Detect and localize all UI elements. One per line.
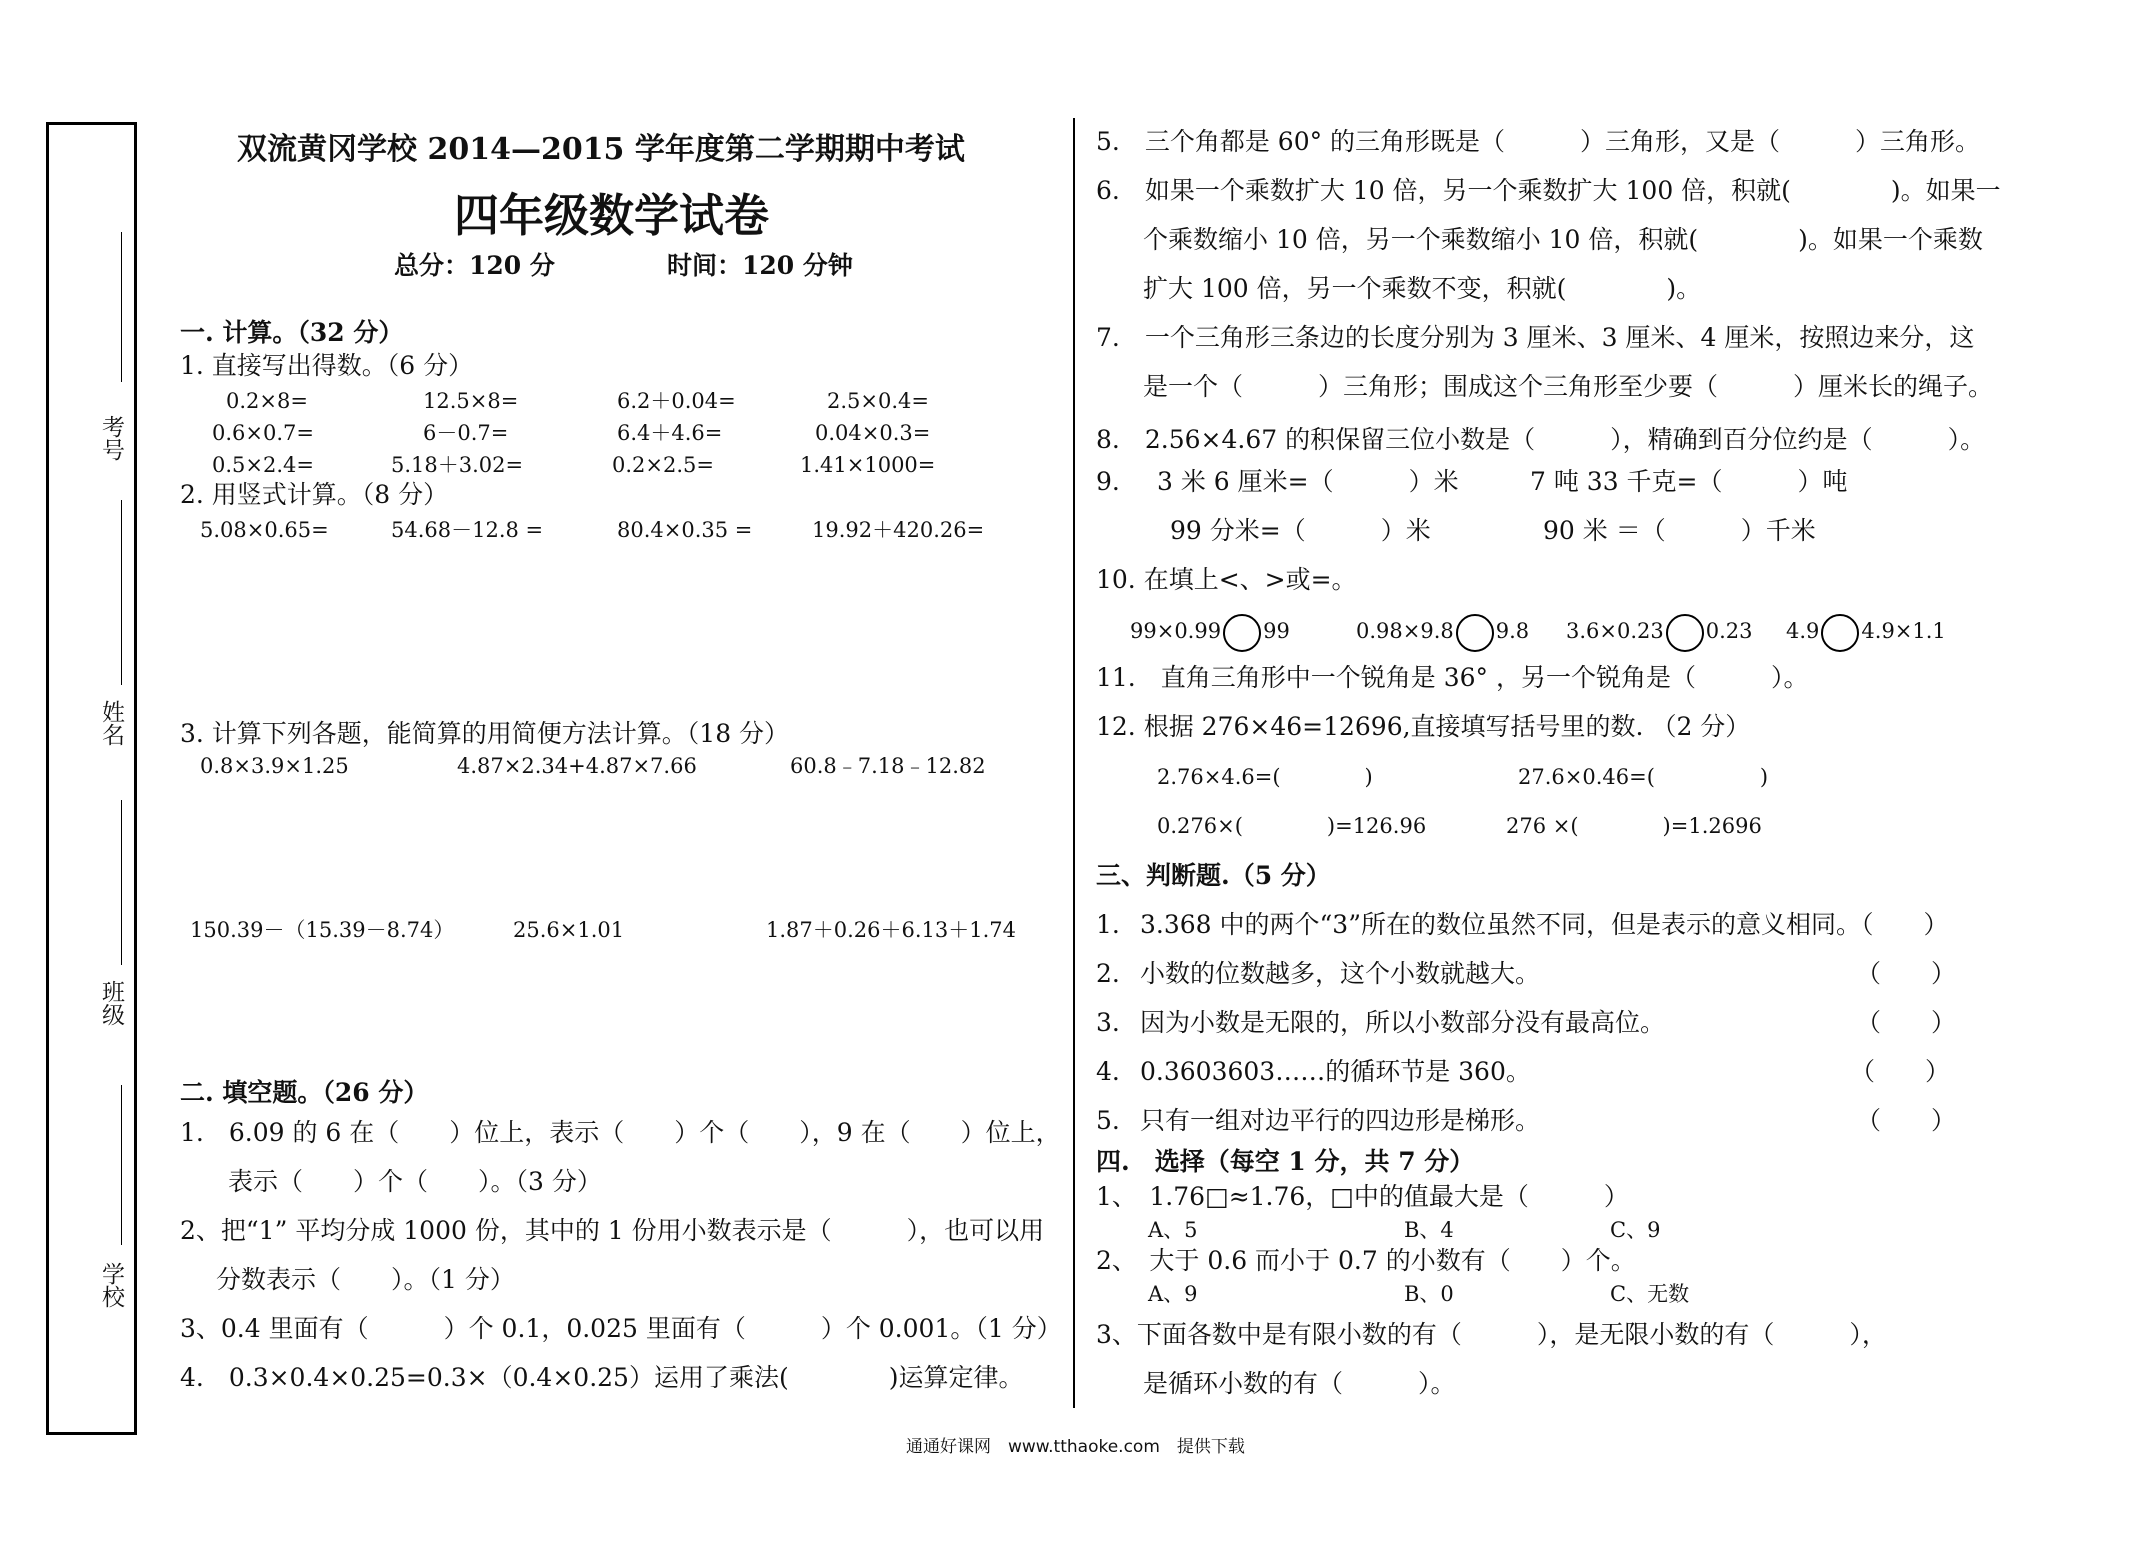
compare-circle-1[interactable]	[1223, 614, 1261, 652]
section1-heading: 一. 计算。（32 分）	[180, 318, 404, 347]
side-label-name: 姓名	[98, 700, 124, 746]
fill-q2-line1: 2、把“1” 平均分成 1000 份，其中的 1 份用小数表示是（ ），也可以用	[180, 1216, 1045, 1245]
side-label-school: 学校	[98, 1262, 124, 1308]
binding-frame	[46, 122, 137, 1435]
fill-q12-item2: 27.6×0.46=( )	[1518, 765, 1769, 789]
q10-right-1: 99	[1263, 619, 1290, 643]
fill-q1-line1: 1. 6.09 的 6 在（ ）位上，表示（ ）个（ ），9 在（ ）位上，	[180, 1118, 1061, 1147]
fill-q10-item3	[1566, 609, 1753, 653]
fill-q9-item4: 90 米 ＝（ ）千米	[1543, 516, 1816, 545]
q3-r1-item-2: 4.87×2.34+4.87×7.66	[457, 754, 697, 778]
fill-q6-line1: 6. 如果一个乘数扩大 10 倍，另一个乘数扩大 100 倍，积就( )。如果一	[1096, 176, 2001, 205]
q3-r2-item-1: 150.39－（15.39－8.74）	[190, 918, 455, 942]
fill-q2-line2: 分数表示（ ）。（1 分）	[216, 1265, 515, 1294]
q1-r3-c1: 0.5×2.4=	[212, 453, 314, 477]
judge-q1-text: 3.368 中的两个“3”所在的数位虽然不同，但是表示的意义相同。（ ）	[1140, 910, 1949, 939]
q10-right-4: 4.9×1.1	[1861, 619, 1946, 643]
q1-title: 1. 直接写出得数。（6 分）	[180, 351, 474, 380]
fill-q12-item1: 2.76×4.6=( )	[1157, 765, 1373, 789]
q1-r1-c1: 0.2×8=	[226, 389, 308, 413]
q1-r2-c4: 0.04×0.3=	[815, 421, 931, 445]
judge-q2-text: 小数的位数越多，这个小数就越大。	[1140, 959, 1541, 988]
q10-right-2: 9.8	[1495, 619, 1530, 643]
q1-r1-c4: 2.5×0.4=	[827, 389, 929, 413]
judge-q5-text: 只有一组对边平行的四边形是梯形。	[1140, 1106, 1541, 1135]
choice-q1-option-c[interactable]: C、9	[1610, 1218, 1661, 1242]
section4-heading: 四. 选择（每空 1 分，共 7 分）	[1096, 1147, 1475, 1176]
fill-q10-title: 10. 在填上<、>或=。	[1096, 565, 1357, 594]
page-title: 四年级数学试卷	[454, 189, 770, 242]
q2-item-3: 80.4×0.35 =	[617, 518, 753, 542]
exam-time: 时间：120 分钟	[667, 251, 853, 280]
judge-q2-number: 2.	[1096, 959, 1120, 988]
q1-r2-c2: 6－0.7=	[423, 421, 509, 445]
q10-left-1: 99×0.99	[1130, 619, 1222, 643]
name-line	[121, 500, 122, 685]
judge-q3-text: 因为小数是无限的，所以小数部分没有最高位。	[1140, 1008, 1666, 1037]
exam-number-line	[121, 232, 122, 382]
q3-title: 3. 计算下列各题，能简算的用简便方法计算。（18 分）	[180, 719, 790, 748]
judge-q4-number: 4.	[1096, 1057, 1120, 1086]
compare-circle-2[interactable]	[1456, 614, 1494, 652]
fill-q9-item1: 3 米 6 厘米=（ ）米	[1157, 467, 1459, 496]
choice-q2-option-c[interactable]: C、无数	[1610, 1282, 1690, 1306]
fill-q10-item2	[1356, 609, 1529, 653]
q10-left-4: 4.9	[1786, 619, 1820, 643]
side-label-class: 班级	[98, 980, 124, 1026]
q3-r1-item-1: 0.8×3.9×1.25	[200, 754, 349, 778]
column-divider	[1073, 118, 1075, 1408]
fill-q10-item4	[1786, 609, 1946, 653]
school-line: 双流黄冈学校 2014—2015 学年度第二学期期中考试	[237, 132, 965, 167]
side-label-exam-number: 考号	[98, 415, 124, 461]
q2-item-1: 5.08×0.65=	[200, 518, 329, 542]
fill-q1-line2: 表示（ ）个（ ）。（3 分）	[228, 1167, 602, 1196]
q1-r1-c2: 12.5×8=	[423, 389, 519, 413]
fill-q12-item4: 276 ×( )=1.2696	[1506, 814, 1762, 838]
fill-q7-line1: 7. 一个三角形三条边的长度分别为 3 厘米、3 厘米、4 厘米，按照边来分，这	[1096, 323, 1975, 352]
choice-q3-line1: 3、下面各数中是有限小数的有（ ），是无限小数的有（ ），	[1096, 1320, 1887, 1349]
q10-right-3: 0.23	[1705, 619, 1753, 643]
judge-q5-number: 5.	[1096, 1106, 1120, 1135]
class-line	[121, 800, 122, 965]
q3-r2-item-3: 1.87＋0.26＋6.13＋1.74	[766, 918, 1017, 942]
choice-q1-option-b[interactable]: B、4	[1404, 1218, 1454, 1242]
q2-item-4: 19.92＋420.26=	[812, 518, 985, 542]
q10-left-2: 0.98×9.8	[1356, 619, 1454, 643]
q2-item-2: 54.68－12.8 =	[391, 518, 544, 542]
fill-q4: 4. 0.3×0.4×0.25=0.3×（0.4×0.25）运用了乘法( )运算定律。	[180, 1363, 1024, 1392]
fill-q8: 8. 2.56×4.67 的积保留三位小数是（ ），精确到百分位约是（ ）。	[1096, 425, 1986, 454]
fill-q3: 3、0.4 里面有（ ）个 0.1，0.025 里面有（ ）个 0.001。（1 分）	[180, 1314, 1062, 1343]
q10-left-3: 3.6×0.23	[1566, 619, 1664, 643]
q1-r3-c4: 1.41×1000=	[800, 453, 936, 477]
fill-q12-title: 12. 根据 276×46=12696,直接填写括号里的数. （2 分）	[1096, 712, 1751, 741]
fill-q6-line2: 个乘数缩小 10 倍，另一个乘数缩小 10 倍，积就( )。如果一个乘数	[1143, 225, 1983, 254]
fill-q10-item1	[1130, 609, 1290, 653]
footer-credit: 通通好课网 www.tthaoke.com 提供下载	[906, 1437, 1245, 1457]
q3-r2-item-2: 25.6×1.01	[513, 918, 625, 942]
judge-q4-paren[interactable]: （ ）	[1850, 1057, 1951, 1086]
q1-r3-c3: 0.2×2.5=	[612, 453, 714, 477]
fill-q9-number: 9.	[1096, 467, 1120, 496]
fill-q9-item3: 99 分米=（ ）米	[1170, 516, 1431, 545]
choice-q2-option-a[interactable]: A、9	[1148, 1282, 1198, 1306]
choice-q3-line2: 是循环小数的有（ ）。	[1143, 1369, 1456, 1398]
fill-q12-item3: 0.276×( )=126.96	[1157, 814, 1427, 838]
fill-q6-line3: 扩大 100 倍，另一个乘数不变，积就( )。	[1143, 274, 1702, 303]
q1-r2-c1: 0.6×0.7=	[212, 421, 314, 445]
choice-q2: 2、 大于 0.6 而小于 0.7 的小数有（ ）个。	[1096, 1246, 1636, 1275]
compare-circle-3[interactable]	[1666, 614, 1704, 652]
q1-r2-c3: 6.4＋4.6=	[617, 421, 723, 445]
judge-q3-number: 3.	[1096, 1008, 1120, 1037]
choice-q1: 1、 1.76□≈1.76，□中的值最大是（ ）	[1096, 1182, 1629, 1211]
judge-q3-paren[interactable]: （ ）	[1856, 1008, 1957, 1037]
fill-q11: 11. 直角三角形中一个锐角是 36° ，另一个锐角是（ ）。	[1096, 663, 1809, 692]
judge-q5-paren[interactable]: （ ）	[1856, 1106, 1957, 1135]
fill-q7-line2: 是一个（ ）三角形；围成这个三角形至少要（ ）厘米长的绳子。	[1143, 372, 1994, 401]
compare-circle-4[interactable]	[1821, 614, 1859, 652]
fill-q5: 5. 三个角都是 60° 的三角形既是（ ）三角形，又是（ ）三角形。	[1096, 127, 1981, 156]
q1-r1-c3: 6.2＋0.04=	[617, 389, 736, 413]
judge-q1-number: 1.	[1096, 910, 1120, 939]
q2-title: 2. 用竖式计算。（8 分）	[180, 480, 449, 509]
q3-r1-item-3: 60.8﹣7.18﹣12.82	[790, 754, 986, 778]
section3-heading: 三、判断题.（5 分）	[1096, 861, 1331, 890]
judge-q4-text: 0.3603603……的循环节是 360。	[1140, 1057, 1531, 1086]
school-line	[121, 1085, 122, 1245]
section2-heading: 二. 填空题。（26 分）	[180, 1078, 429, 1107]
judge-q2-paren[interactable]: （ ）	[1856, 959, 1957, 988]
q1-r3-c2: 5.18＋3.02=	[391, 453, 524, 477]
fill-q9-item2: 7 吨 33 千克=（ ）吨	[1530, 467, 1848, 496]
choice-q1-option-a[interactable]: A、5	[1148, 1218, 1198, 1242]
total-score: 总分：120 分	[394, 251, 555, 280]
choice-q2-option-b[interactable]: B、0	[1404, 1282, 1454, 1306]
